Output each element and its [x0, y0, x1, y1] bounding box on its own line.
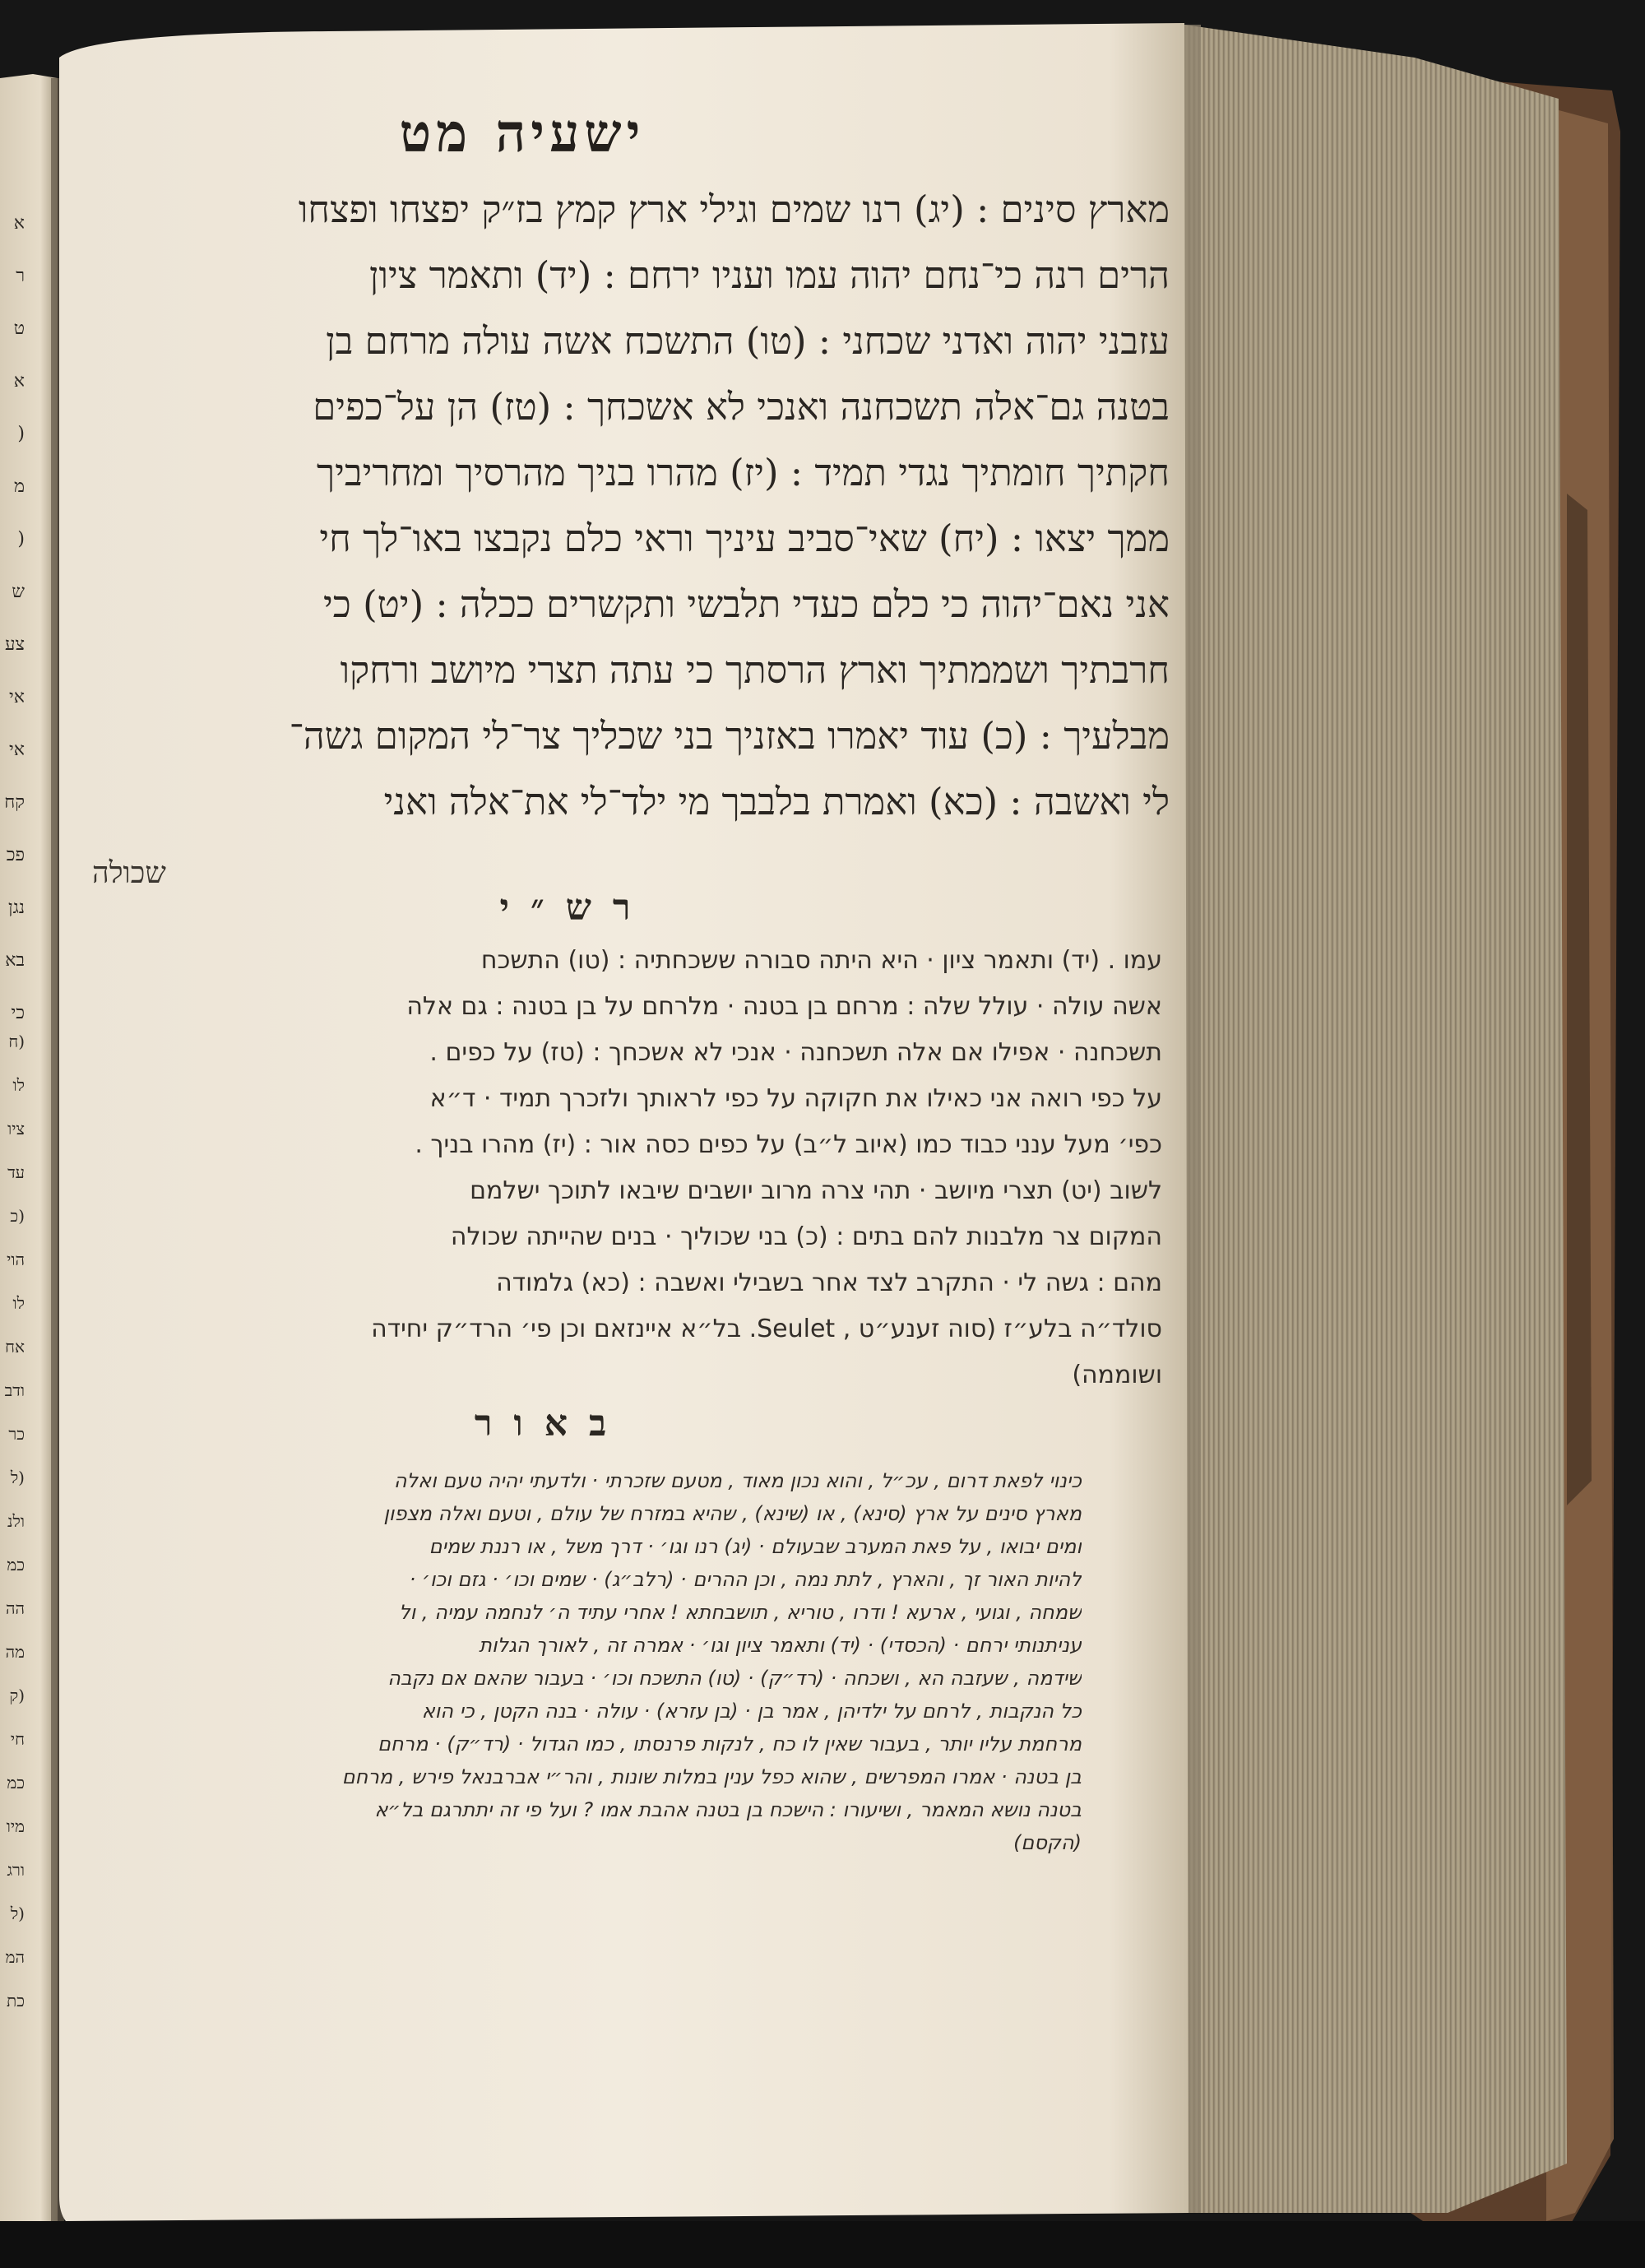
- margin-fragment: אח: [5, 1337, 25, 1357]
- margin-fragment: עד: [7, 1162, 25, 1182]
- biur-line: (הקסם): [1013, 1831, 1082, 1854]
- margin-fragment: (: [17, 424, 25, 444]
- margin-fragment: (כ: [10, 1206, 25, 1226]
- rashi-line: תשכחנה · אפילו אם אלה תשכחנה · אנכי לא אשכחך : (טז) על כפים .: [429, 1038, 1162, 1067]
- margin-fragment: אי: [9, 687, 25, 707]
- margin-fragment: כר: [8, 1424, 25, 1444]
- rashi-line: מהם : גשה לי · התקרב לצד אחר בשבילי ואשבה : (כא) גלמודה: [496, 1269, 1162, 1297]
- margin-fragment: המ: [5, 1947, 25, 1967]
- biur-line: מארץ סינים על ארץ (סינא) , או (שינא) , שהיא במזרח של עולם , וטעם ואלה מצפון: [383, 1502, 1082, 1525]
- margin-fragment: נגן: [7, 897, 25, 918]
- biur-line: בטנה נושא המאמר , ושיעורו : הישכח בן בטנה אהבת אמו ? ועל פי זה יתתרגם בל״א: [374, 1798, 1082, 1821]
- main-line: מארץ סינים : (יג) רנו שמים וגילי ארץ קמץ בז״ק יפצחו ופצחו: [298, 188, 1170, 231]
- margin-fragment: קח: [4, 792, 25, 813]
- margin-fragment: א: [13, 213, 25, 234]
- margin-fragment: (ל: [10, 1904, 25, 1923]
- main-line: בטנה גם־אלה תשכחנה ואנכי לא אשכחך : (טז) הן על־כפים: [313, 385, 1170, 429]
- rashi-line: המקום צר מלבנות להם בתים : (כ) בני שכוליך · בנים שהייתה שכולה: [450, 1222, 1162, 1251]
- margin-fragment: צע: [5, 634, 25, 655]
- biur-line: שידמה , שעזבה הא , ושכחה · (רד״ק) · (טו) התשכח וכו׳ · בעבור שהאם אם נקבה: [387, 1667, 1082, 1690]
- rashi-heading: רש״י: [499, 887, 652, 929]
- rashi-line: כפי׳ מעל ענני כבוד כמו (איוב ל״ב) על כפים כסה אור : (יז) מהרו בניך .: [415, 1130, 1162, 1159]
- biur-line: בן בטנה · אמרו המפרשים , שהוא כפל ענין במלות שונות , והר״י אברבנאל פירש , מרחם: [341, 1765, 1082, 1788]
- rashi-line: ושוממה): [1072, 1361, 1162, 1389]
- main-line: אני נאם־יהוה כי כלם כעדי תלבשי ותקשרים ככלה : (יט) כי: [322, 582, 1170, 626]
- margin-fragment: כמ: [7, 1555, 25, 1575]
- margin-fragment: אי: [9, 740, 25, 760]
- main-line: חקתיך חומתיך נגדי תמיד : (יז) מהרו בניך מהרסיך ומחריביך: [317, 451, 1170, 494]
- biur-line: עניתנותי ירחם · (הכסדי) · (יד) ותאמר ציון וגו׳ · אמרה זה , לאורך הגלות: [479, 1634, 1082, 1657]
- margin-fragment: כמ: [7, 1773, 25, 1793]
- margin-fragment: ציו: [7, 1119, 25, 1139]
- margin-fragment: פכ: [6, 845, 25, 865]
- running-head: ישעיה מט: [399, 103, 646, 165]
- margin-fragment: מה: [5, 1642, 25, 1662]
- margin-fragment: מיו: [6, 1816, 25, 1836]
- margin-fragment: ר: [16, 266, 25, 286]
- biur-line: כל הנקבות , לרחם על ילדיהן , אמר בן · (בן עזרא) · עולה · בנה הקטן , כי הוא: [421, 1700, 1082, 1723]
- rashi-line: סולד״ה בלע״ז (סוה זענע״ט , Seulet. בל״א איינזאם וכן פי׳ הרד״ק יחידה: [371, 1315, 1162, 1343]
- main-line: עזבני יהוה ואדני שכחני : (טו) התשכח אשה עולה מרחם בן: [326, 319, 1170, 363]
- margin-fragment: הה: [5, 1598, 25, 1618]
- rashi-line: לשוב (יט) תצרי מיושב · תהי צרה מרוב יושבים שיבאו לתוכך ישלמם: [470, 1176, 1162, 1205]
- margin-fragment: הוי: [7, 1250, 25, 1269]
- left-page-margin-text-bottom: [2, 1020, 25, 2023]
- margin-fragment: כי: [11, 1003, 25, 1023]
- margin-fragment: חי: [10, 1729, 25, 1749]
- margin-fragment: בא: [5, 950, 25, 971]
- biur-heading: באור: [474, 1403, 628, 1445]
- rashi-line: עמו . (יד) ותאמר ציון · היא היתה סבורה ששכחתיה : (טו) התשכח: [480, 946, 1162, 975]
- margin-fragment: לו: [12, 1293, 25, 1313]
- margin-fragment: ט: [13, 318, 25, 339]
- margin-fragment: כת: [7, 1991, 25, 2011]
- main-line: הרים רנה כי־נחם יהוה עמו ועניו ירחם : (יד) ותאמר ציון: [369, 253, 1170, 297]
- margin-fragment: מ: [13, 476, 25, 497]
- main-line: מבלעיך : (כ) עוד יאמרו באזניך בני שכליך צר־לי המקום גשה־: [289, 714, 1170, 758]
- rashi-line: על כפי רואה אני כאילו את חקוקה על כפי לראותך ולזכרך תמיד · ד״א: [429, 1084, 1162, 1113]
- margin-fragment: א: [13, 371, 25, 392]
- biur-commentary: [58, 1464, 1082, 1859]
- margin-fragment: ש: [12, 582, 25, 602]
- margin-fragment: (ק: [9, 1686, 25, 1705]
- margin-fragment: ודב: [4, 1380, 25, 1400]
- main-line: חרבתיך ושממתיך וארץ הרסתך כי עתה תצרי מיושב ורחקו: [340, 648, 1170, 692]
- main-text-block: [59, 177, 1170, 835]
- left-page-margin-text-top: [3, 197, 25, 1040]
- biur-line: שמחה , וגועי , ארעא ! ודרו , טוריא , תושבחתא ! אחרי עתיד ה׳ לנחמה עמיה , ול: [399, 1601, 1082, 1624]
- rashi-commentary: [56, 938, 1162, 1398]
- biur-line: להיות האור זך , והארץ , לתת נמה , וכן ההרים · (רלב״ג) · שמים וכו׳ · גזם וכו׳ ·: [409, 1568, 1082, 1591]
- margin-fragment: (ל: [10, 1468, 25, 1487]
- biur-line: מרחמת עליו יותר , בעבור שאין לו כח , לנקות פרנסתו , כמו הגדול · (רד״ק) · מרחם: [378, 1732, 1082, 1755]
- cover-crack: [1567, 494, 1592, 1505]
- rashi-line: אשה עולה · עולל שלה : מרחם בן בטנה · מלרחם על בן בטנה : גם אלה: [406, 992, 1162, 1021]
- biur-line: כינוי לפאת דרום , עכ״ל , והוא נכון מאוד , מטעם שזכרתי · ולדעתי יהיה טעם ואלה: [393, 1469, 1082, 1492]
- margin-fragment: (ח: [8, 1032, 25, 1051]
- page-edges: [1184, 25, 1567, 2213]
- margin-fragment: ולנ: [7, 1511, 25, 1531]
- main-line: לי ואשבה : (כא) ואמרת בלבבך מי ילד־לי את־אלה ואני: [383, 780, 1170, 823]
- main-line: ממך יצאו : (יח) שאי־סביב עיניך וראי כלם נקבצו באו־לך חי: [319, 517, 1170, 560]
- catchword: שכולה: [92, 856, 166, 890]
- margin-fragment: לו: [12, 1075, 25, 1095]
- margin-fragment: (: [17, 529, 25, 550]
- bottom-shadow: [0, 2221, 1645, 2268]
- margin-fragment: ורג: [7, 1860, 25, 1880]
- biur-line: ומים יבואו , על פאת המערב שבעולם · (יג) רנו וגו׳ · דרך משל , או רננת שמים: [429, 1535, 1082, 1558]
